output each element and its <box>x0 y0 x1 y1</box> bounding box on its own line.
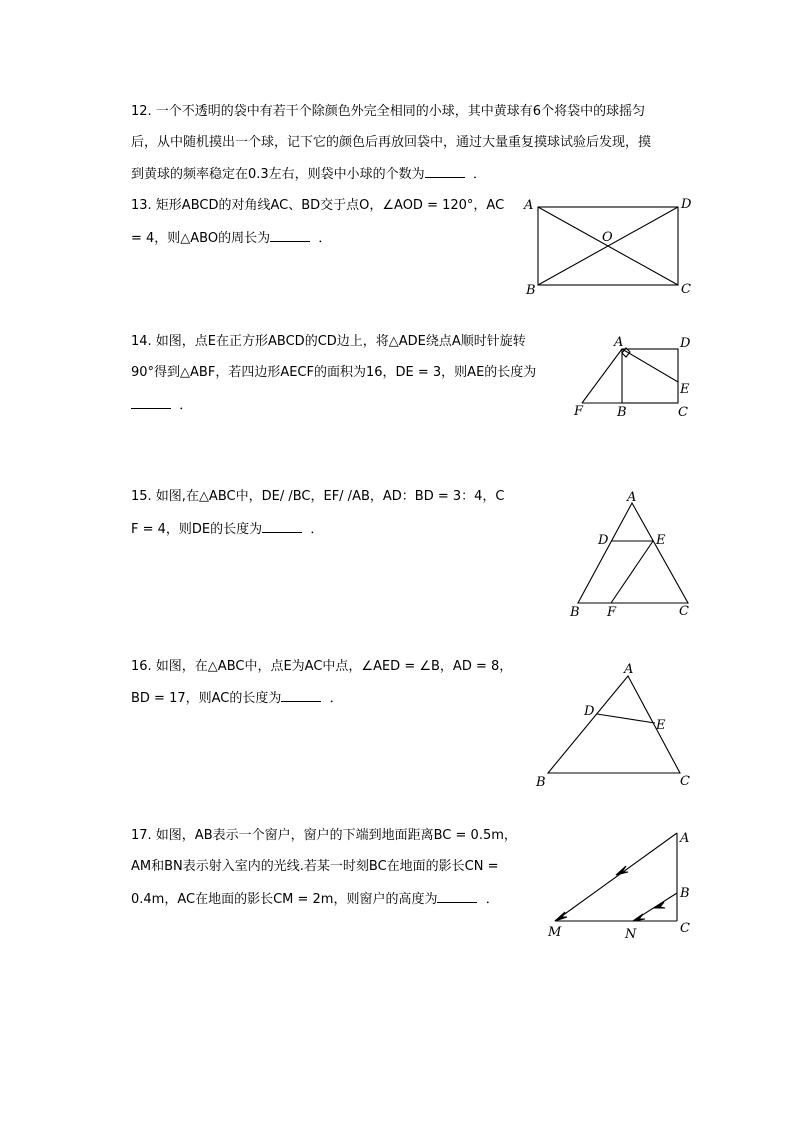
q13-label-o: O <box>602 230 613 245</box>
q14-label-f: F <box>574 404 584 419</box>
q16-label-c: C <box>680 774 690 789</box>
q15-line-1: 15. 如图,在△ABC中，DE/ /BC，EF/ /AB，AD：BD = 3：4，C <box>131 489 505 504</box>
q15-end: ． <box>310 522 324 537</box>
q14-figure <box>573 335 691 420</box>
q16-label-e: E <box>656 718 666 733</box>
q13-text: = 4，则△ABO的周长为 <box>131 231 271 246</box>
q17-label-a: A <box>680 831 690 846</box>
q15-label-a: A <box>627 490 637 505</box>
q16-end: ． <box>329 691 343 706</box>
q15-label-f: F <box>607 605 617 620</box>
q16-segment-de <box>597 714 655 723</box>
q17-label-n: N <box>625 927 637 942</box>
q17-end: ． <box>485 892 499 907</box>
q13-line-1: 13. 矩形ABCD的对角线AC、BD交于点O，∠AOD = 120°，AC <box>131 198 505 213</box>
q15-figure <box>569 490 689 620</box>
q16-line-1: 16. 如图，在△ABC中，点E为AC中点，∠AED = ∠B，AD = 8， <box>131 659 513 674</box>
q13-end: ． <box>318 231 332 246</box>
q15-label-d: D <box>598 533 609 548</box>
q17-line-1: 17. 如图，AB表示一个窗户，窗户的下端到地面距离BC = 0.5m， <box>131 828 517 843</box>
q13-label-d: D <box>681 197 692 212</box>
q17-figure <box>547 831 690 942</box>
q14-label-c: C <box>678 405 688 420</box>
q15-segment-ef <box>611 541 653 603</box>
q14-segment-ae <box>622 349 678 382</box>
q12-line-2: 后，从中随机摸出一个球，记下它的颜色后再放回袋中，通过大量重复摸球试验后发现，摸 <box>131 135 652 150</box>
q16-label-b: B <box>536 775 546 790</box>
q17-label-b: B <box>680 886 690 901</box>
q13-figure <box>523 197 692 298</box>
q14-line-1: 14. 如图，点E在正方形ABCD的CD边上，将△ADE绕点A顺时针旋转 <box>131 334 526 349</box>
q15-label-b: B <box>570 605 580 620</box>
q14-square <box>622 349 678 403</box>
q14-label-d: D <box>680 336 691 351</box>
q13-label-b: B <box>526 283 536 298</box>
q16-text: BD = 17，则AC的长度为 <box>131 691 282 706</box>
q13-label-c: C <box>681 282 691 297</box>
q15-label-e: E <box>656 533 666 548</box>
q14-label-b: B <box>617 405 627 420</box>
q17-line-2: AM和BN表示射入室内的光线.若某一时刻BC在地面的影长CN = <box>131 859 499 874</box>
q12-line-1: 12. 一个不透明的袋中有若干个除颜色外完全相同的小球，其中黄球有6个将袋中的球摇匀 <box>131 104 646 119</box>
q14-end: ． <box>179 398 193 413</box>
q16-label-d: D <box>584 704 595 719</box>
q17-arrow-bn-mid <box>654 902 665 908</box>
q14-label-e: E <box>680 382 690 397</box>
q12-text: 到黄球的频率稳定在0.3左右，则袋中小球的个数为 <box>131 167 425 182</box>
q16-label-a: A <box>624 662 634 677</box>
q13-label-a: A <box>524 198 534 213</box>
q14-label-a: A <box>614 335 624 350</box>
q17-label-m: M <box>548 925 562 940</box>
q15-text: F = 4，则DE的长度为 <box>131 522 263 537</box>
q17-arrow-am-mid <box>616 866 628 875</box>
q14-segment-af <box>582 349 622 403</box>
q16-figure <box>535 662 690 790</box>
q17-label-c: C <box>680 921 690 936</box>
q17-text: 0.4m，AC在地面的影长CM = 2m，则窗户的高度为 <box>131 892 438 907</box>
q12-end: ． <box>472 167 486 182</box>
q15-triangle <box>578 503 688 603</box>
q15-label-c: C <box>679 604 689 619</box>
q14-line-2: 90°得到△ABF，若四边形AECF的面积为16，DE = 3，则AE的长度为 <box>131 365 537 380</box>
